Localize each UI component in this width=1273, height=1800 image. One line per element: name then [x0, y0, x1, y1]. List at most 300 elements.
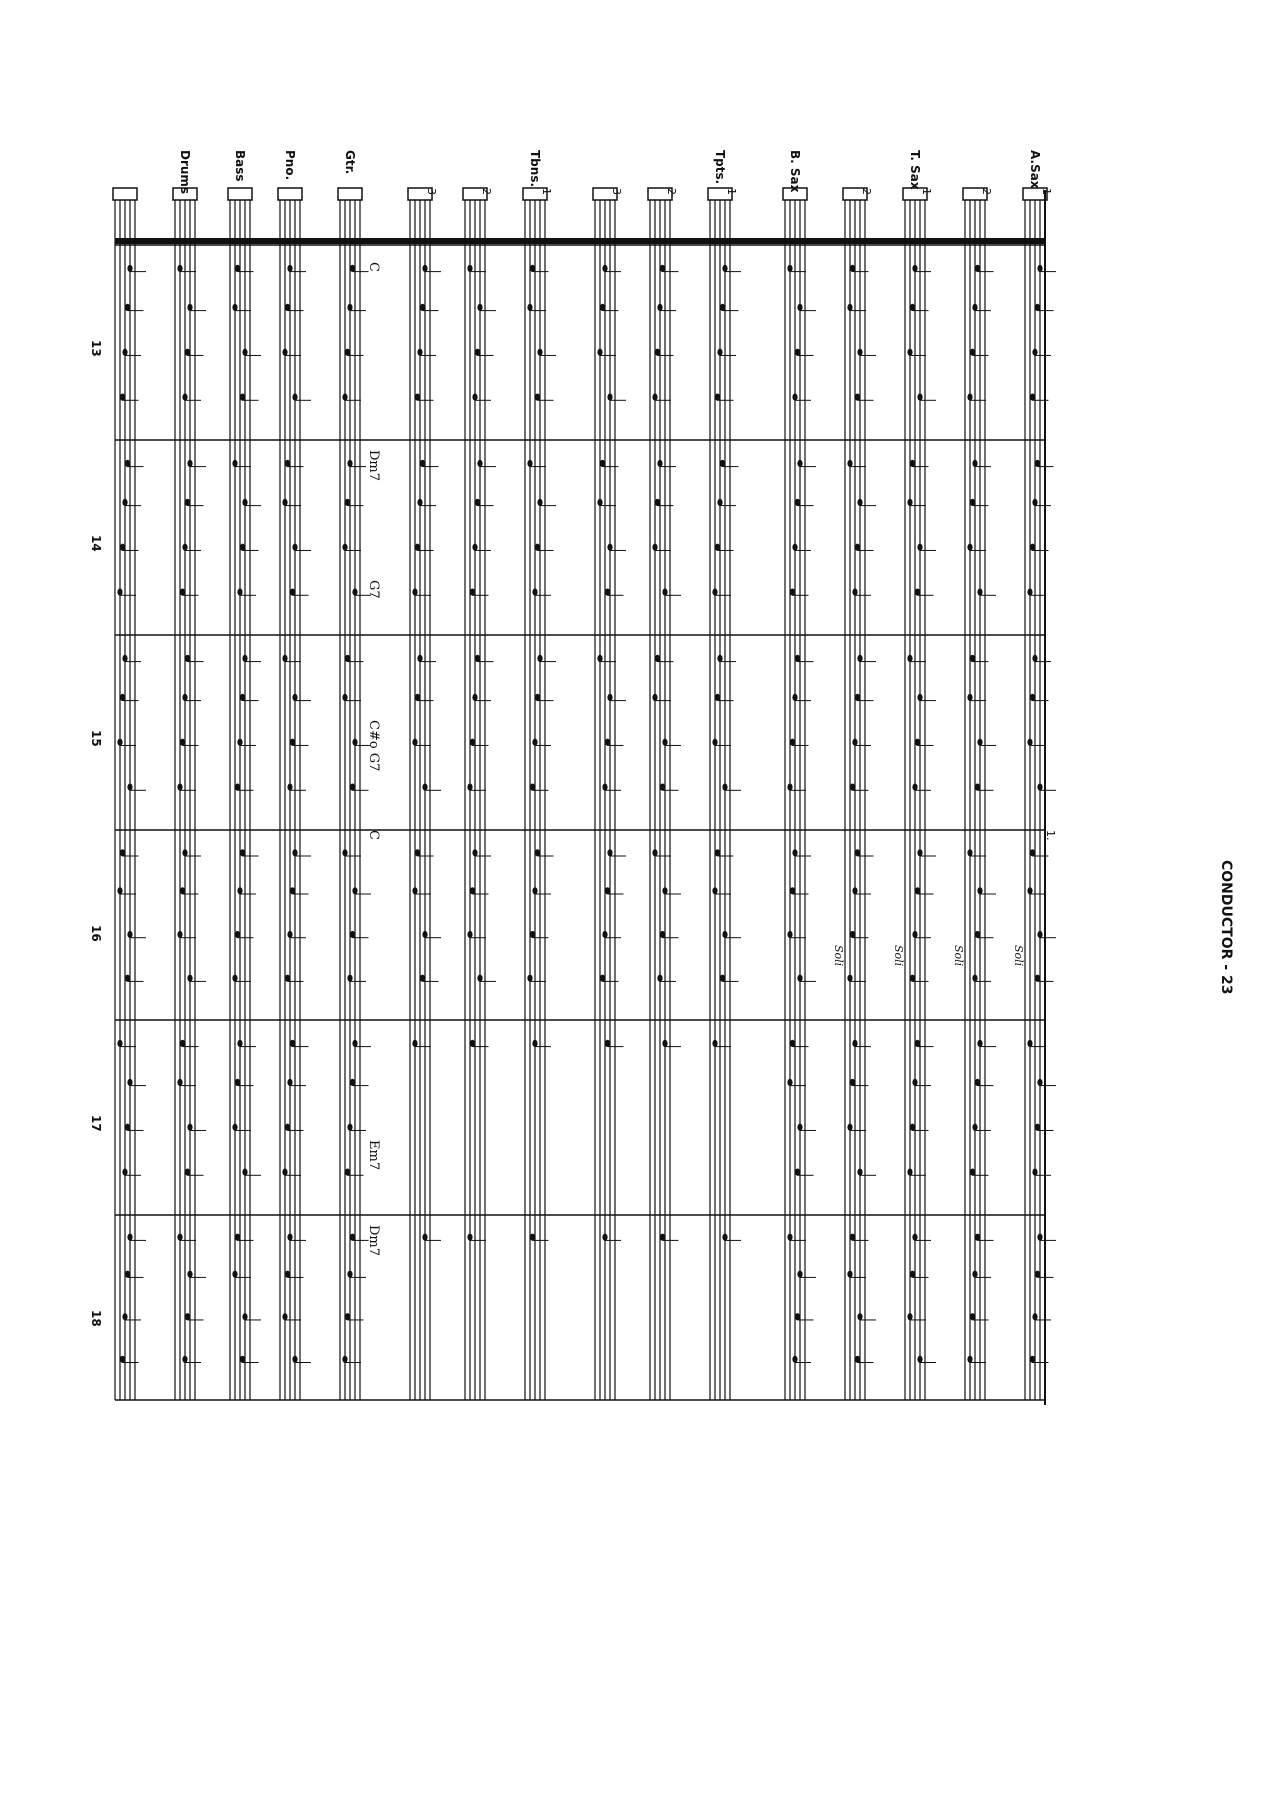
note-head — [795, 1313, 800, 1320]
note-head — [605, 739, 610, 746]
note-head — [527, 460, 532, 467]
note-head — [185, 499, 190, 506]
note-head — [287, 1079, 292, 1086]
note-head — [1037, 1079, 1042, 1086]
note-head — [720, 975, 725, 982]
note-head — [242, 499, 247, 506]
measure-number: 13 — [89, 340, 103, 357]
note-head — [847, 304, 852, 311]
staff — [593, 188, 617, 1400]
note-head — [417, 349, 422, 356]
chord-symbol: Em7 — [366, 1140, 381, 1171]
note-head — [345, 1313, 350, 1320]
note-head — [1037, 784, 1042, 791]
note-head — [470, 589, 475, 596]
note-head — [347, 460, 352, 467]
note-head — [907, 499, 912, 506]
note-head — [1035, 460, 1040, 467]
note-head — [125, 1124, 130, 1131]
note-head — [120, 1356, 125, 1363]
note-head — [857, 1313, 862, 1320]
soli-mark: Soli — [832, 945, 845, 967]
note-head — [242, 655, 247, 662]
note-head — [605, 1040, 610, 1047]
note-head — [795, 349, 800, 356]
note-head — [475, 349, 480, 356]
note-head — [285, 1124, 290, 1131]
note-head — [285, 975, 290, 982]
note-head — [655, 349, 660, 356]
note-head — [182, 544, 187, 551]
double-barline — [115, 238, 1045, 244]
note-head — [282, 499, 287, 506]
note-head — [787, 1234, 792, 1241]
note-head — [177, 265, 182, 272]
note-head — [792, 1356, 797, 1363]
note-head — [420, 975, 425, 982]
note-head — [787, 931, 792, 938]
note-head — [602, 265, 607, 272]
note-head — [975, 1234, 980, 1241]
note-head — [412, 739, 417, 746]
note-head — [722, 1234, 727, 1241]
soli-mark: Soli — [952, 945, 965, 967]
note-head — [977, 739, 982, 746]
note-head — [242, 349, 247, 356]
note-head — [857, 349, 862, 356]
note-head — [292, 849, 297, 856]
note-head — [655, 655, 660, 662]
note-head — [1030, 849, 1035, 856]
note-head — [722, 265, 727, 272]
note-head — [850, 1234, 855, 1241]
note-head — [792, 394, 797, 401]
note-head — [285, 304, 290, 311]
note-head — [847, 1124, 852, 1131]
note-head — [127, 1079, 132, 1086]
note-head — [850, 931, 855, 938]
note-head — [787, 265, 792, 272]
note-head — [532, 887, 537, 894]
note-head — [907, 1169, 912, 1176]
note-head — [187, 460, 192, 467]
note-head — [657, 460, 662, 467]
note-head — [342, 1356, 347, 1363]
note-head — [530, 265, 535, 272]
note-head — [910, 1271, 915, 1278]
note-head — [285, 1271, 290, 1278]
note-head — [537, 349, 542, 356]
note-head — [412, 887, 417, 894]
note-head — [122, 1169, 127, 1176]
note-head — [657, 975, 662, 982]
note-head — [237, 887, 242, 894]
note-head — [607, 394, 612, 401]
note-head — [852, 887, 857, 894]
note-head — [350, 784, 355, 791]
note-head — [600, 460, 605, 467]
note-head — [182, 694, 187, 701]
note-head — [607, 544, 612, 551]
note-head — [662, 739, 667, 746]
note-head — [125, 304, 130, 311]
note-head — [797, 1124, 802, 1131]
note-head — [1032, 655, 1037, 662]
note-head — [242, 1169, 247, 1176]
note-head — [345, 499, 350, 506]
note-head — [282, 1169, 287, 1176]
note-head — [847, 460, 852, 467]
clef-icon — [278, 188, 302, 200]
note-head — [292, 544, 297, 551]
note-head — [602, 784, 607, 791]
note-head — [242, 1313, 247, 1320]
note-head — [532, 1040, 537, 1047]
staff — [1023, 188, 1047, 1400]
note-head — [662, 1040, 667, 1047]
note-head — [532, 589, 537, 596]
note-head — [177, 784, 182, 791]
note-head — [282, 1313, 287, 1320]
note-head — [652, 694, 657, 701]
clef-icon — [338, 188, 362, 200]
measure-number: 16 — [89, 925, 103, 942]
note-head — [917, 394, 922, 401]
note-head — [350, 931, 355, 938]
note-head — [287, 784, 292, 791]
note-head — [535, 849, 540, 856]
note-head — [347, 304, 352, 311]
instrument-name-tsax1: T. Sax — [908, 150, 922, 190]
note-head — [912, 1079, 917, 1086]
note-head — [475, 499, 480, 506]
note-head — [847, 1271, 852, 1278]
measure-number: 17 — [89, 1115, 103, 1132]
note-head — [1035, 975, 1040, 982]
note-head — [792, 694, 797, 701]
note-head — [232, 304, 237, 311]
note-head — [790, 887, 795, 894]
note-head — [290, 739, 295, 746]
note-head — [122, 1313, 127, 1320]
note-head — [477, 304, 482, 311]
note-head — [125, 975, 130, 982]
note-head — [530, 931, 535, 938]
note-head — [1027, 1040, 1032, 1047]
note-head — [350, 265, 355, 272]
instrument-name-tpt1: Tpts. — [713, 150, 727, 185]
note-head — [117, 589, 122, 596]
note-head — [720, 460, 725, 467]
note-head — [127, 784, 132, 791]
note-head — [910, 304, 915, 311]
note-head — [422, 1234, 427, 1241]
note-head — [975, 784, 980, 791]
note-head — [182, 394, 187, 401]
note-head — [535, 544, 540, 551]
note-head — [1030, 544, 1035, 551]
note-head — [232, 460, 237, 467]
staff — [783, 188, 807, 1400]
note-head — [477, 975, 482, 982]
note-head — [1032, 499, 1037, 506]
note-head — [235, 1079, 240, 1086]
part-number-tbn2: 2 — [480, 188, 493, 195]
note-head — [527, 975, 532, 982]
note-head — [850, 784, 855, 791]
note-head — [917, 694, 922, 701]
staff — [338, 188, 362, 1400]
chord-symbol: C — [366, 830, 381, 840]
note-head — [120, 544, 125, 551]
note-head — [415, 849, 420, 856]
note-head — [915, 739, 920, 746]
note-head — [180, 739, 185, 746]
note-head — [855, 394, 860, 401]
note-head — [907, 655, 912, 662]
note-head — [187, 975, 192, 982]
note-head — [1030, 1356, 1035, 1363]
chord-symbol: G7 — [366, 580, 381, 599]
note-head — [847, 975, 852, 982]
note-head — [240, 1356, 245, 1363]
note-head — [235, 931, 240, 938]
note-head — [345, 349, 350, 356]
note-head — [1027, 739, 1032, 746]
note-head — [127, 931, 132, 938]
note-head — [662, 887, 667, 894]
note-head — [715, 694, 720, 701]
note-head — [125, 1271, 130, 1278]
note-head — [855, 694, 860, 701]
note-head — [177, 1079, 182, 1086]
note-head — [855, 1356, 860, 1363]
note-head — [797, 460, 802, 467]
note-head — [857, 655, 862, 662]
instrument-name-gtr: Gtr. — [343, 150, 357, 175]
note-head — [912, 265, 917, 272]
note-head — [467, 1234, 472, 1241]
note-head — [1037, 1234, 1042, 1241]
note-head — [180, 589, 185, 596]
note-head — [660, 784, 665, 791]
note-head — [467, 784, 472, 791]
note-head — [607, 694, 612, 701]
note-head — [180, 887, 185, 894]
note-head — [122, 349, 127, 356]
soli-marks — [832, 830, 1057, 966]
note-head — [177, 1234, 182, 1241]
note-head — [967, 694, 972, 701]
note-head — [537, 499, 542, 506]
note-head — [715, 849, 720, 856]
note-head — [715, 544, 720, 551]
measure-number: 18 — [89, 1310, 103, 1327]
note-head — [122, 499, 127, 506]
note-head — [415, 394, 420, 401]
measure-numbers — [89, 340, 103, 1327]
note-head — [412, 589, 417, 596]
note-head — [857, 1169, 862, 1176]
note-head — [187, 1124, 192, 1131]
note-head — [855, 544, 860, 551]
chord-symbol: Dm7 — [366, 450, 381, 482]
page-title: CONDUCTOR - 23 — [1218, 860, 1234, 995]
note-head — [350, 1234, 355, 1241]
note-head — [787, 1079, 792, 1086]
note-head — [607, 849, 612, 856]
note-head — [910, 975, 915, 982]
note-head — [912, 1234, 917, 1241]
note-head — [477, 460, 482, 467]
clef-icon — [113, 188, 137, 200]
note-head — [852, 589, 857, 596]
note-head — [712, 739, 717, 746]
note-head — [422, 265, 427, 272]
note-head — [967, 544, 972, 551]
chord-symbols — [366, 262, 381, 1256]
note-head — [605, 589, 610, 596]
note-head — [292, 394, 297, 401]
note-head — [347, 1271, 352, 1278]
note-head — [342, 394, 347, 401]
measure-number: 14 — [89, 535, 103, 552]
note-head — [1032, 1169, 1037, 1176]
note-head — [655, 499, 660, 506]
note-head — [797, 1271, 802, 1278]
ending-mark: 1. — [1044, 830, 1057, 841]
note-head — [1035, 1271, 1040, 1278]
note-head — [292, 694, 297, 701]
note-head — [537, 655, 542, 662]
instrument-name-asax1: A.Sax — [1028, 150, 1042, 189]
part-number-tbn3: 3 — [425, 188, 438, 195]
note-head — [120, 694, 125, 701]
note-head — [472, 849, 477, 856]
note-head — [187, 304, 192, 311]
note-head — [1030, 394, 1035, 401]
note-head — [122, 655, 127, 662]
note-head — [347, 1124, 352, 1131]
note-head — [790, 739, 795, 746]
note-head — [420, 304, 425, 311]
soli-mark: Soli — [1012, 945, 1025, 967]
note-head — [972, 304, 977, 311]
note-head — [1037, 931, 1042, 938]
note-head — [857, 499, 862, 506]
note-head — [417, 655, 422, 662]
instrument-name-bsax: B. Sax — [788, 150, 802, 193]
note-head — [422, 784, 427, 791]
note-head — [127, 265, 132, 272]
note-head — [917, 544, 922, 551]
chord-symbol: C — [366, 262, 381, 272]
note-head — [717, 499, 722, 506]
staff — [963, 188, 987, 1400]
note-head — [970, 1313, 975, 1320]
note-head — [1035, 304, 1040, 311]
note-head — [977, 1040, 982, 1047]
note-head — [972, 1271, 977, 1278]
note-head — [282, 655, 287, 662]
staff — [523, 188, 547, 1400]
measure-number: 15 — [89, 730, 103, 747]
part-number-tbn1: 1 — [540, 188, 553, 195]
note-head — [797, 975, 802, 982]
staff — [408, 188, 432, 1400]
note-head — [722, 784, 727, 791]
chord-symbol: C#o G7 — [366, 720, 381, 772]
clef-icon — [228, 188, 252, 200]
note-head — [182, 849, 187, 856]
note-head — [472, 694, 477, 701]
note-head — [530, 1234, 535, 1241]
note-head — [977, 887, 982, 894]
note-head — [237, 739, 242, 746]
note-head — [1027, 589, 1032, 596]
note-head — [715, 394, 720, 401]
note-head — [602, 1234, 607, 1241]
note-head — [282, 349, 287, 356]
staff — [843, 188, 867, 1400]
note-head — [790, 1040, 795, 1047]
note-head — [240, 694, 245, 701]
note-head — [182, 1356, 187, 1363]
note-head — [342, 544, 347, 551]
note-head — [852, 739, 857, 746]
note-head — [795, 499, 800, 506]
note-head — [660, 1234, 665, 1241]
staff — [648, 188, 672, 1400]
note-head — [597, 349, 602, 356]
note-head — [232, 1124, 237, 1131]
note-head — [597, 655, 602, 662]
part-number-asax1: 1 — [1040, 188, 1053, 195]
note-head — [235, 1234, 240, 1241]
note-head — [177, 931, 182, 938]
note-head — [117, 739, 122, 746]
note-head — [467, 931, 472, 938]
note-head — [970, 499, 975, 506]
note-head — [185, 349, 190, 356]
note-head — [120, 849, 125, 856]
note-head — [790, 589, 795, 596]
note-head — [285, 460, 290, 467]
note-head — [972, 460, 977, 467]
note-head — [417, 499, 422, 506]
note-head — [720, 304, 725, 311]
note-head — [972, 1124, 977, 1131]
instrument-name-tbn1: Tbns. — [528, 150, 542, 188]
chord-symbol: Dm7 — [366, 1225, 381, 1257]
note-head — [290, 1040, 295, 1047]
part-number-tpt1: 1 — [725, 188, 738, 195]
staves — [113, 188, 1047, 1400]
note-head — [1037, 265, 1042, 272]
note-head — [717, 655, 722, 662]
note-head — [232, 1271, 237, 1278]
note-head — [722, 931, 727, 938]
note-head — [917, 1356, 922, 1363]
note-head — [237, 589, 242, 596]
note-head — [287, 1234, 292, 1241]
note-head — [977, 589, 982, 596]
note-head — [532, 739, 537, 746]
part-number-tpt3: 3 — [610, 188, 623, 195]
note-head — [472, 544, 477, 551]
note-head — [852, 1040, 857, 1047]
note-head — [917, 849, 922, 856]
